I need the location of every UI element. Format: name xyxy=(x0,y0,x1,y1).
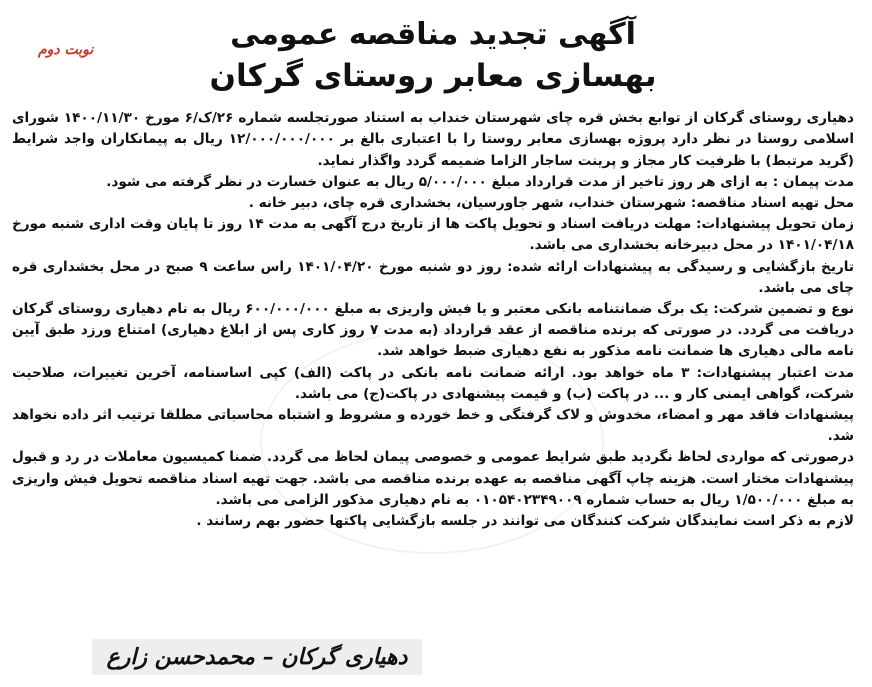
publication-round-tag: نوبت دوم xyxy=(38,42,94,58)
general-terms-paragraph: درصورتی که مواردی لحاظ نگردید طبق شرایط عمومی و خصوصی پیمان لحاظ می گردد. ضمنا کمیسیون معاملات در رد و قبول پیشنهادات مختار است. هزینه چاپ آگهی مناقصه به عهده برنده مناقصه می باشد. جهت تهیه اسناد مناقصه تحویل فیش واریزی به مبلغ ۱/۵۰۰/۰۰۰ ریال به حساب شماره ۰۱۰۵۴۰۲۳۴۹۰۰۹ به نام دهیاری مذکور الزامی می باشد. xyxy=(12,449,854,508)
attendance-paragraph: لازم به ذکر است نمایندگان شرکت کنندگان می توانند در جلسه بازگشایی پاکتها حضور بهم رسانند . xyxy=(196,513,854,529)
guarantee-paragraph: نوع و تضمین شرکت: یک برگ ضمانتنامه بانکی معتبر و یا فیش واریزی به مبلغ ۶۰۰/۰۰۰/۰۰۰ ریال به نام دهیاری روستای گرکان دریافت می گردد. در صورتی که برنده مناقصه از عقد قرارداد (به مدت ۷ روز کاری پس از ابلاغ دهیاری) امتناع ورزد طبق آیین نامه مالی دهیاری ها ضمانت نامه مذکور به نفع دهیاری ضبط خواهد شد. xyxy=(12,300,854,360)
invalid-bids-paragraph: پیشنهادات فاقد مهر و امضاء، مخدوش و لاک گرفتگی و خط خورده و مشروط و اشتباه محاسباتی مطلقا ترتیب اثر داده نخواهد شد. xyxy=(12,406,854,445)
submission-deadline-paragraph: زمان تحویل پیشنهادات: مهلت دریافت اسناد و تحویل پاکت ها از تاریخ درج آگهی به مدت ۱۴ روز تا پایان وقت اداری شنبه مورخ ۱۴۰۱/۰۴/۱۸ در محل دبیرخانه بخشداری می باشد. xyxy=(12,216,854,254)
footer xyxy=(0,623,872,687)
documents-location-paragraph: محل تهیه اسناد مناقصه: شهرستان خنداب، شهر جاورسیان، بخشداری قره چای، دبیر خانه . xyxy=(248,194,854,211)
notice-title: آگهی تجدید مناقصه عمومی xyxy=(230,17,636,52)
intro-paragraph: دهیاری روستای گرکان از توابع بخش قره چای شهرستان خنداب به استناد صورتجلسه شماره ۲۶/ک/۶ مورخ ۱۴۰۰/۱۱/۳۰ شورای اسلامی روستا در نظر دارد پروژه بهسازی معابر روستا را با اعتباری بالغ بر ۱۲/۰۰۰/۰۰۰/۰۰۰ ریال به پیمانکاران واجد شرایط (گرید مرتبط) با ظرفیت کار مجاز و پرینت ساجار الزاما ضمیمه گردد واگذار نماید. xyxy=(12,110,854,169)
signature-block: دهیاری گرکان – محمدحسن زارع xyxy=(92,639,422,675)
notice-body xyxy=(12,108,854,532)
notice-subtitle: بهسازی معابر روستای گرکان xyxy=(209,57,657,94)
opening-date-paragraph: تاریخ بازگشایی و رسیدگی به پیشنهادات ارائه شده: روز دو شنبه مورخ ۱۴۰۱/۰۴/۲۰ راس ساعت ۹ صبح در محل بخشداری قره چای می باشد. xyxy=(12,258,854,296)
validity-paragraph: مدت اعتبار پیشنهادات: ۳ ماه خواهد بود. ارائه ضمانت نامه بانکی در پاکت (الف) کپی اساسنامه، آخرین تغییرات، صلاحیت شرکت، گواهی ایمنی کار و ... در پاکت (ب) و قیمت پیشنهادی در پاکت(ج) می باشد. xyxy=(12,364,854,402)
contract-penalty-paragraph: مدت پیمان : به ازای هر روز تاخیر از مدت قرارداد مبلغ ۵/۰۰۰/۰۰۰ ریال به عنوان خسارت در نظر گرفته می شود. xyxy=(106,173,854,190)
